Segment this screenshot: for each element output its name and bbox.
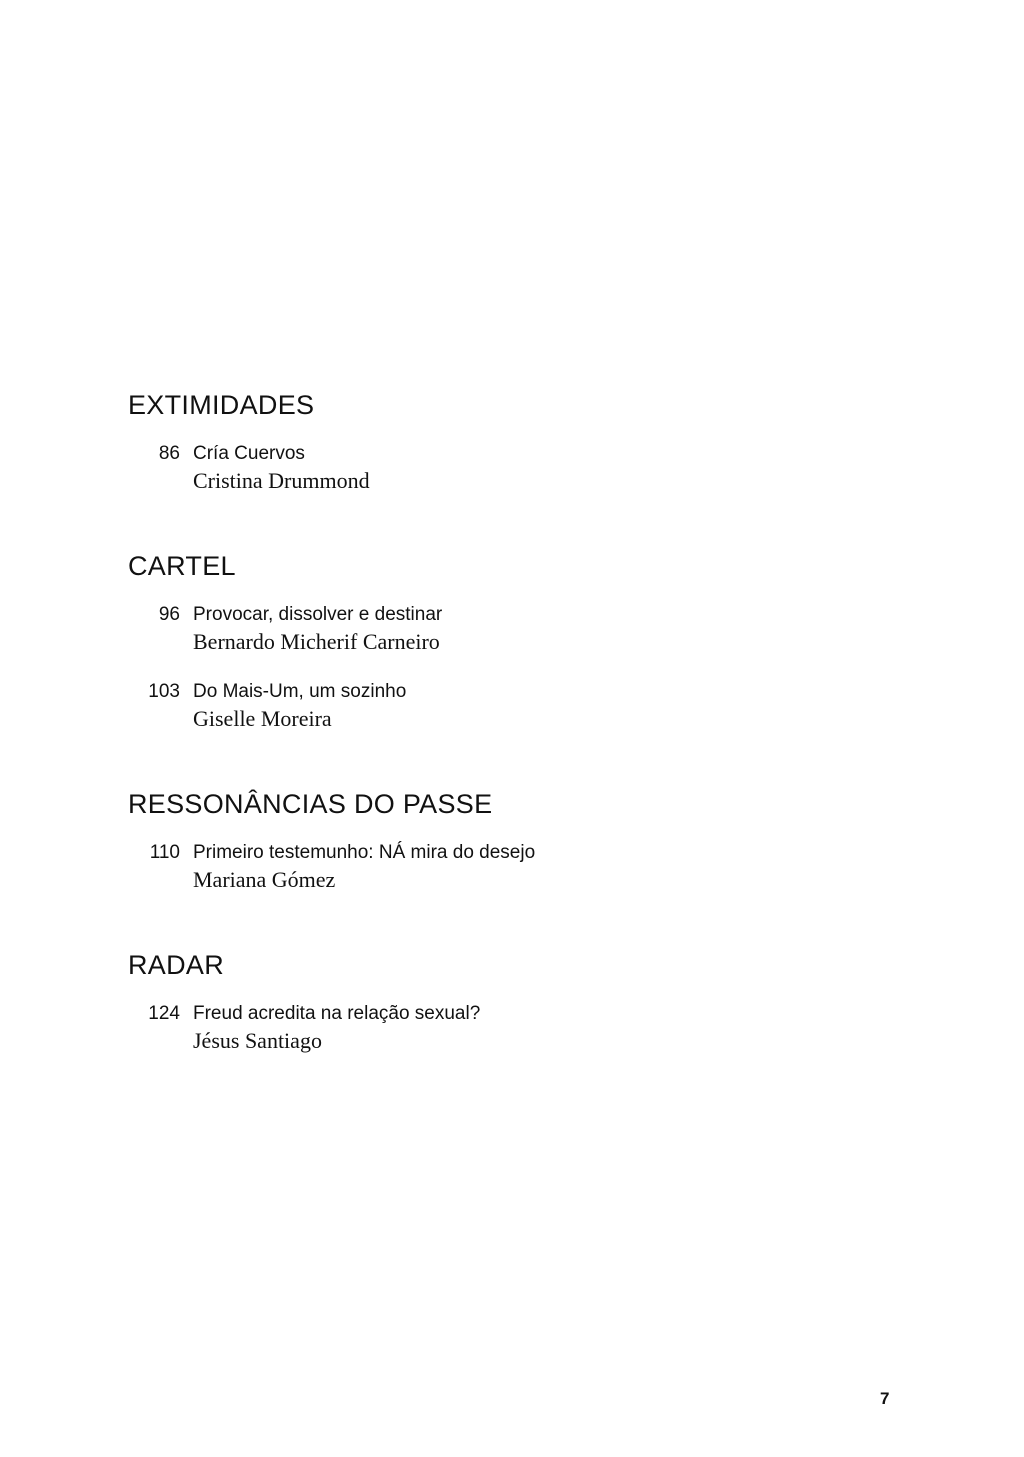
toc-section-cartel bbox=[128, 549, 828, 733]
section-title: RESSONÂNCIAS DO PASSE bbox=[128, 789, 493, 819]
entry-page-number: 124 bbox=[148, 1003, 180, 1024]
entry-title: Cría Cuervos bbox=[193, 443, 305, 464]
toc-entry[interactable] bbox=[128, 602, 828, 656]
page-number: 7 bbox=[880, 1389, 890, 1408]
entry-page-number: 86 bbox=[158, 443, 180, 464]
entry-title: Primeiro testemunho: NÁ mira do desejo bbox=[193, 842, 536, 863]
entry-page-number: 96 bbox=[158, 604, 180, 625]
entry-author: Bernardo Micherif Carneiro bbox=[193, 629, 440, 654]
toc-section-radar bbox=[128, 948, 828, 1055]
toc-entry[interactable] bbox=[128, 441, 828, 495]
entry-author: Jésus Santiago bbox=[193, 1028, 322, 1053]
toc-entry[interactable] bbox=[128, 1001, 828, 1055]
entry-author: Cristina Drummond bbox=[193, 468, 370, 493]
entry-author: Giselle Moreira bbox=[193, 706, 332, 731]
entry-body bbox=[193, 602, 442, 656]
table-of-contents bbox=[128, 388, 828, 1055]
entry-body bbox=[193, 840, 535, 894]
entry-title: Freud acredita na relação sexual? bbox=[193, 1003, 481, 1024]
section-title: EXTIMIDADES bbox=[128, 390, 315, 420]
section-title: CARTEL bbox=[128, 551, 236, 581]
entry-body bbox=[193, 441, 370, 495]
entry-body bbox=[193, 679, 406, 733]
toc-entry[interactable] bbox=[128, 840, 828, 894]
entry-title: Do Mais-Um, um sozinho bbox=[193, 681, 407, 702]
toc-section-extimidades bbox=[128, 388, 828, 495]
entry-body bbox=[193, 1001, 480, 1055]
entry-page-number: 103 bbox=[148, 681, 180, 702]
toc-entry[interactable] bbox=[128, 679, 828, 733]
entry-page-number: 110 bbox=[149, 842, 180, 863]
entry-author: Mariana Gómez bbox=[193, 867, 336, 892]
toc-section-ressonancias-do-passe bbox=[128, 787, 828, 894]
section-title: RADAR bbox=[128, 950, 225, 980]
entry-title: Provocar, dissolver e destinar bbox=[193, 604, 443, 625]
